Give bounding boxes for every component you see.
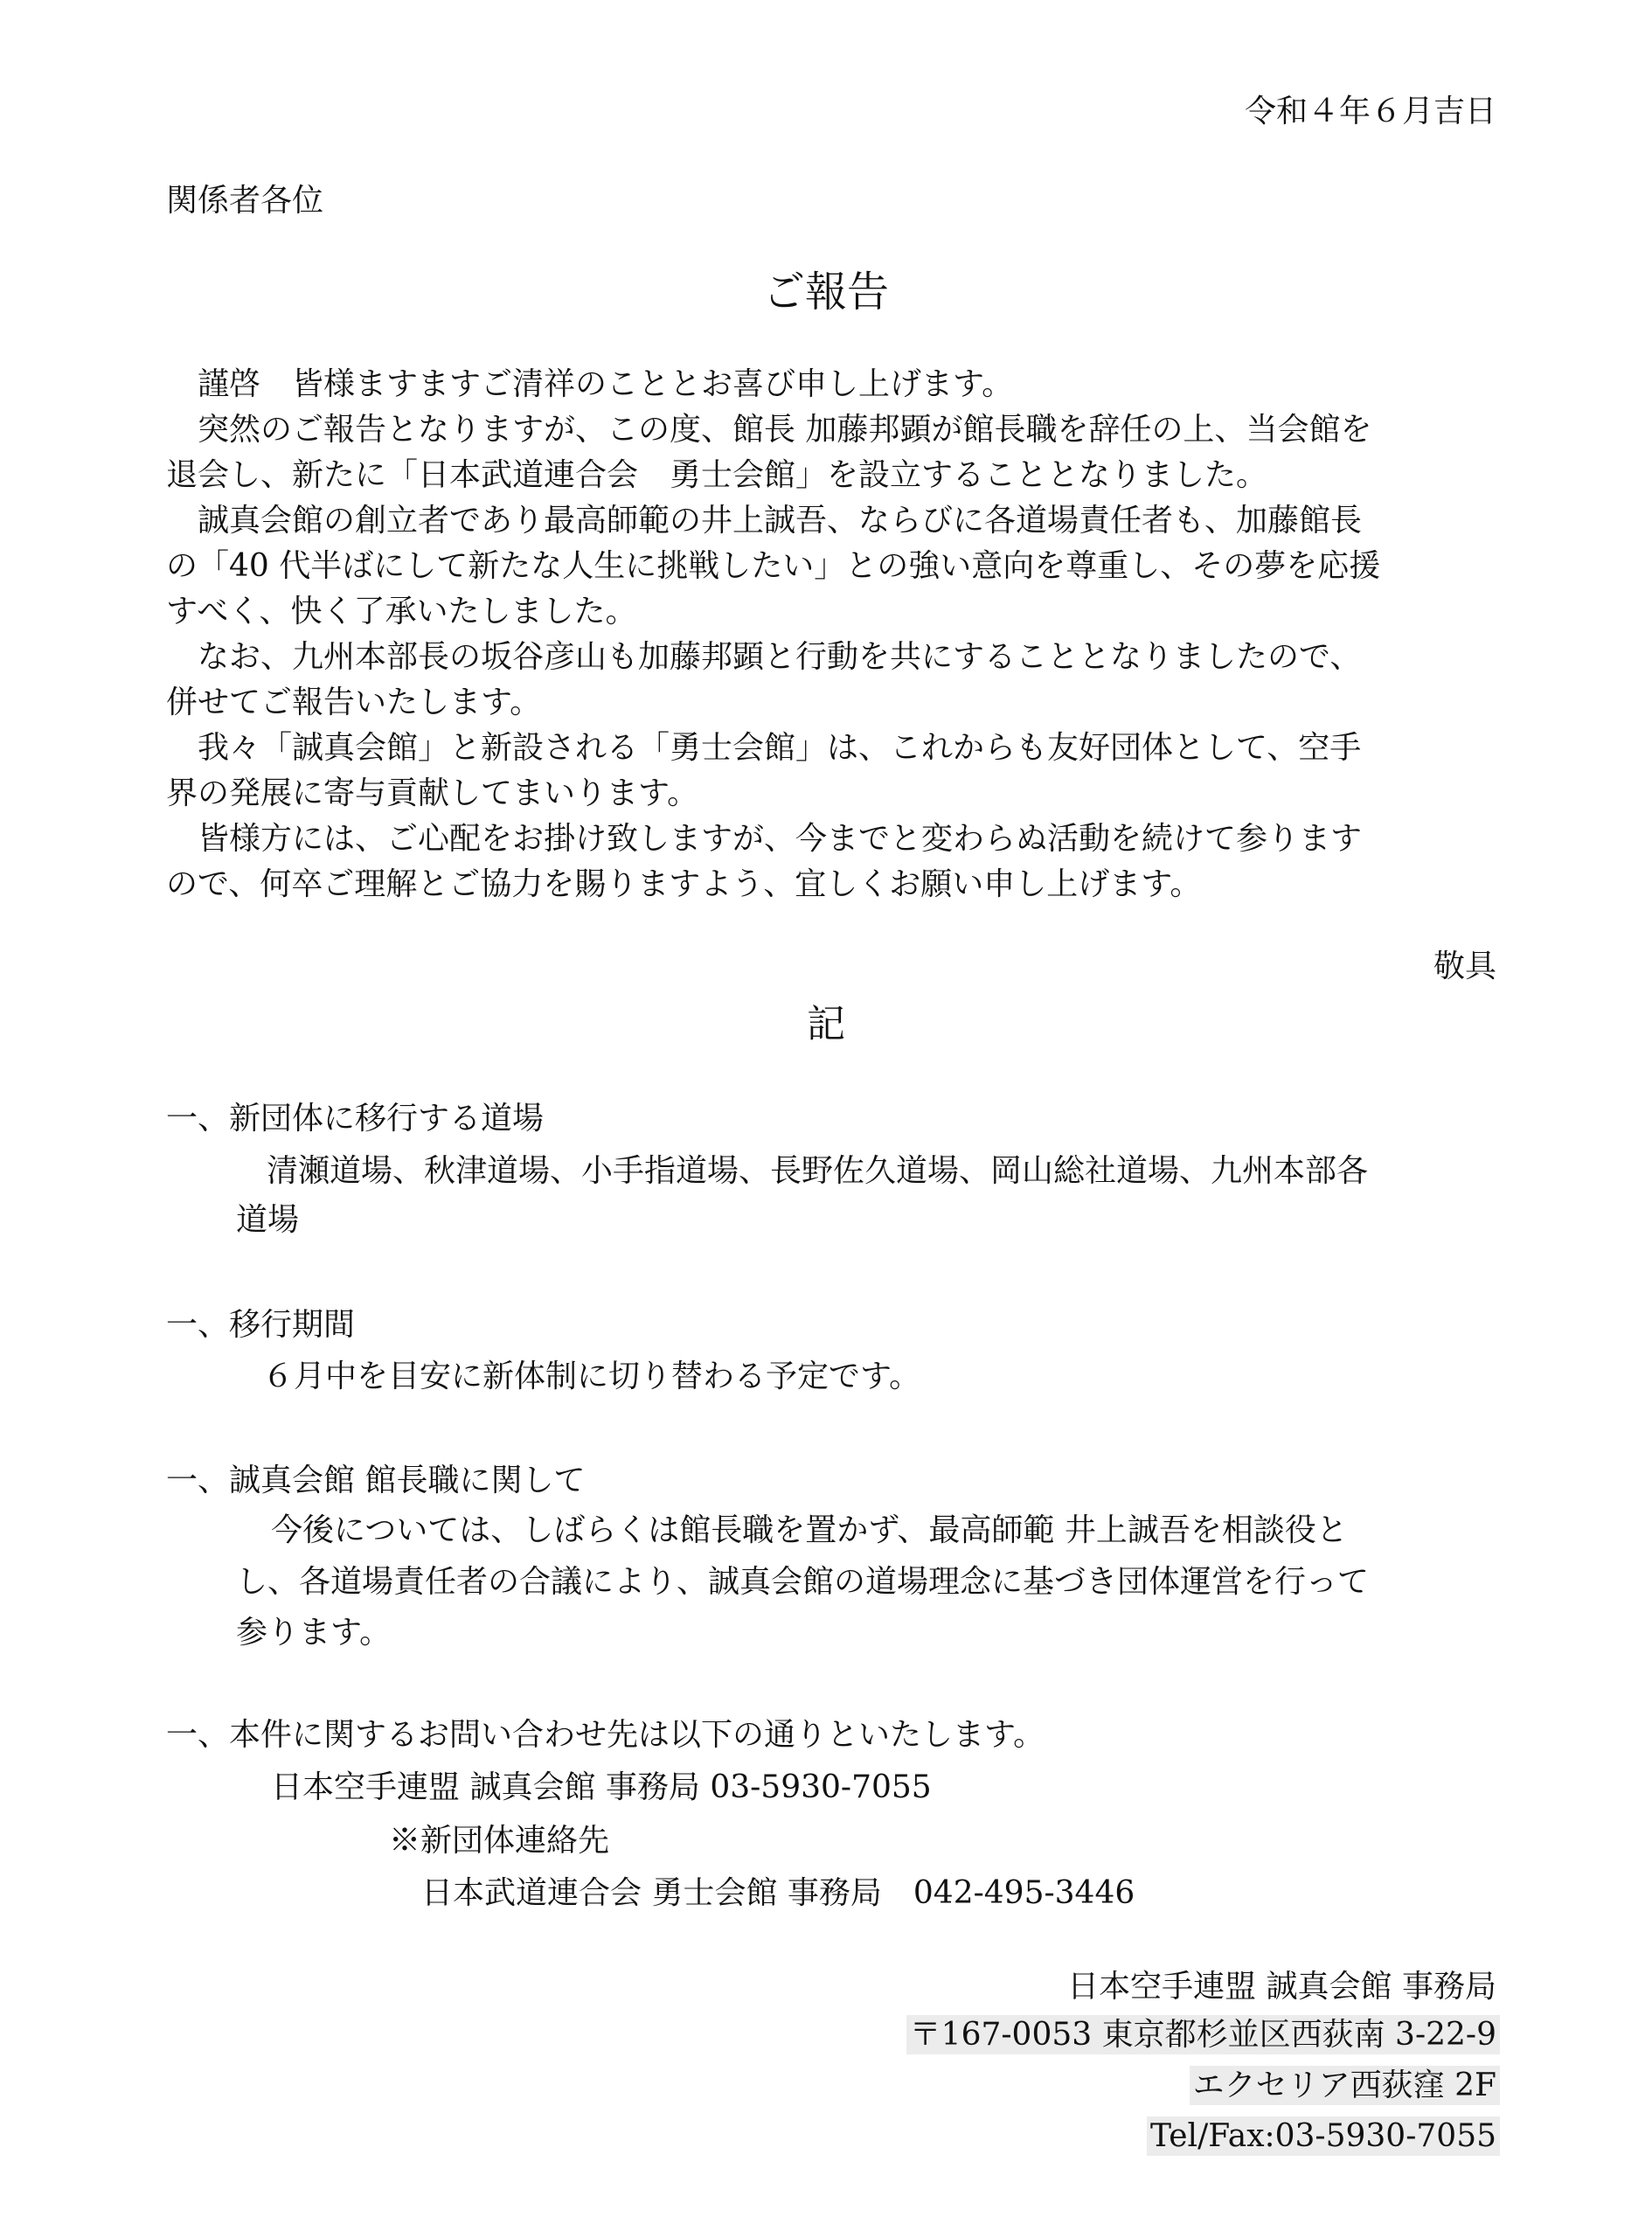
body-line: 併せてご報告いたします。 — [166, 685, 542, 720]
body-line: 我々「誠真会館」と新設される「勇士会館」は、これからも友好団体として、空手 — [166, 730, 1362, 766]
item-heading: 一、本件に関するお問い合わせ先は以下の通りといたします。 — [166, 1717, 1045, 1753]
body-line: 皆様方には、ご心配をお掛け致しますが、今までと変わらぬ活動を続けて参ります — [166, 821, 1363, 857]
body-line: 謹啓 皆様ますますご清祥のこととお喜び申し上げます。 — [166, 366, 1014, 402]
document-title: ご報告 — [762, 268, 889, 316]
body-line: ので、何卒ご理解とご協力を賜りますよう、宜しくお願い申し上げます。 — [166, 866, 1202, 902]
body-line: すべく、快く了承いたしました。 — [166, 594, 637, 629]
addressee: 関係者各位 — [166, 183, 324, 219]
sender-org: 日本空手連盟 誠真会館 事務局 — [1067, 1969, 1496, 2005]
ki-heading: 記 — [807, 1002, 845, 1046]
contact-phone: 日本空手連盟 誠真会館 事務局 03-5930-7055 — [271, 1769, 932, 1805]
sender-tel: Tel/Fax:03-5930-7055 — [1147, 2116, 1500, 2156]
item-text: 清瀬道場、秋津道場、小手指道場、長野佐久道場、岡山総社道場、九州本部各 — [267, 1153, 1369, 1189]
item-heading: 一、新団体に移行する道場 — [166, 1101, 545, 1136]
contact-phone: 日本武道連合会 勇士会館 事務局 042-495-3446 — [421, 1875, 1135, 1911]
document-date: 令和４年６月吉日 — [1244, 94, 1496, 129]
sender-address: 〒167-0053 東京都杉並区西荻南 3-22-9 — [906, 2015, 1500, 2054]
item-text: ６月中を目安に新体制に切り替わる予定です。 — [262, 1359, 921, 1394]
body-line: なお、九州本部長の坂谷彦山も加藤邦顕と行動を共にすることとなりましたので、 — [166, 639, 1362, 675]
sender-building: エクセリア西荻窪 2F — [1190, 2066, 1500, 2105]
body-line: 退会し、新たに「日本武道連合会 勇士会館」を設立することとなりました。 — [166, 457, 1268, 493]
item-text: 今後については、しばらくは館長職を置かず、最高師範 井上誠吾を相談役と — [271, 1512, 1348, 1548]
body-line: の「40 代半ばにして新たな人生に挑戦したい」との強い意向を尊重し、その夢を応援 — [166, 548, 1381, 584]
contact-note: ※新団体連絡先 — [389, 1823, 610, 1859]
item-text: 参ります。 — [236, 1615, 392, 1651]
item-heading: 一、誠真会館 館長職に関して — [166, 1463, 586, 1498]
body-line: 誠真会館の創立者であり最高師範の井上誠吾、ならびに各道場責任者も、加藤館長 — [166, 503, 1363, 539]
item-text: し、各道場責任者の合議により、誠真会館の道場理念に基づき団体運営を行って — [236, 1564, 1370, 1600]
closing-keigu: 敬具 — [1433, 949, 1496, 984]
body-line: 突然のご報告となりますが、この度、館長 加藤邦顕が館長職を辞任の上、当会館を — [166, 412, 1372, 448]
body-line: 界の発展に寄与貢献してまいります。 — [166, 775, 699, 811]
item-text: 道場 — [236, 1202, 300, 1238]
item-heading: 一、移行期間 — [166, 1307, 356, 1343]
